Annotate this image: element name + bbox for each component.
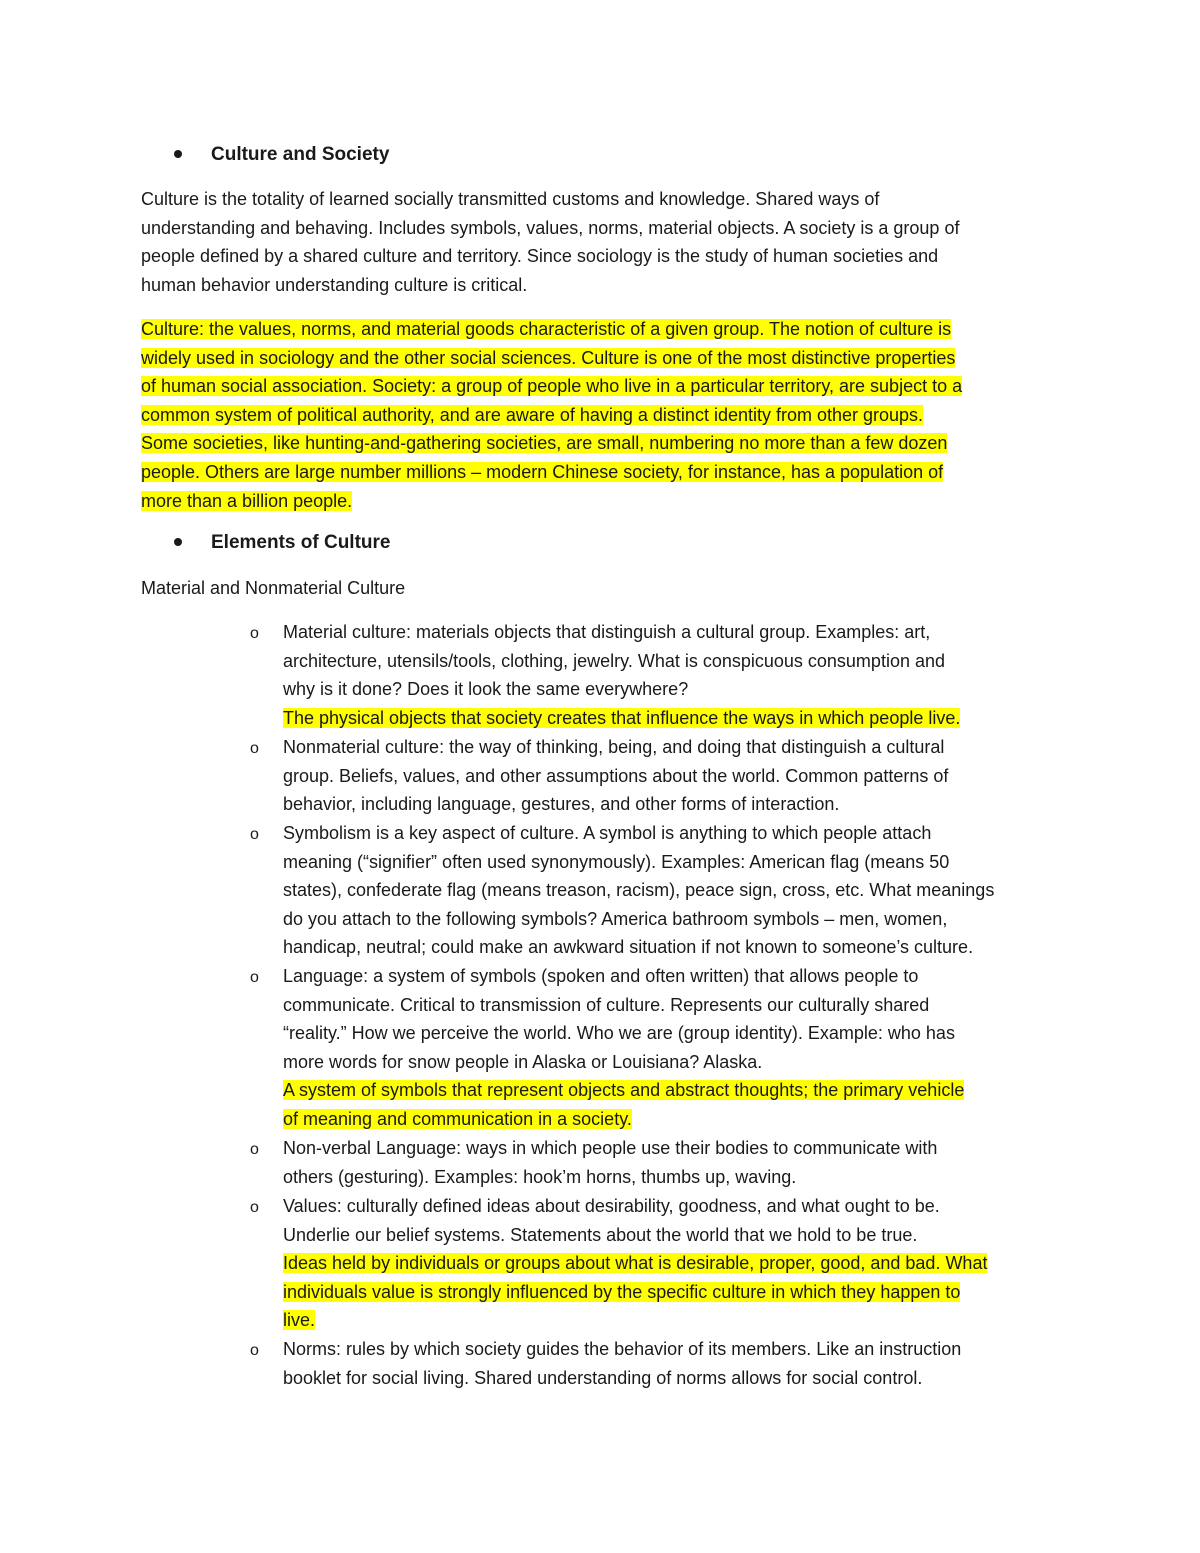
list-item-line: “reality.” How we perceive the world. Who we are (group identity). Example: who has — [283, 1023, 955, 1044]
list-item — [283, 819, 1073, 962]
section-heading-culture-and-society — [174, 141, 389, 169]
list-item-line: do you attach to the following symbols? America bathroom symbols – men, women, — [283, 908, 948, 929]
list-item-line: why is it done? Does it look the same everywhere? — [283, 679, 689, 700]
list-item-highlighted-line: A system of symbols that represent objects and abstract thoughts; the primary vehicle — [283, 1080, 965, 1101]
section-heading-text: Culture and Society — [211, 144, 390, 165]
highlighted-line: common system of political authority, and are aware of having a distinct identity from other groups. — [141, 404, 924, 425]
list-item — [283, 962, 1073, 1134]
highlighted-line: Culture: the values, norms, and material goods characteristic of a given group. The notion of culture is — [141, 319, 952, 339]
highlighted-line: widely used in sociology and the other social sciences. Culture is one of the most distinctive properties — [141, 347, 956, 368]
list-item-line: Language: a system of symbols (spoken and often written) that allows people to — [283, 966, 919, 986]
list-item-line: states), confederate flag (means treason, racism), peace sign, cross, etc. What meanings — [283, 880, 995, 901]
list-item-line: handicap, neutral; could make an awkward situation if not known to someone’s culture. — [283, 937, 974, 958]
paragraph-line: human behavior understanding culture is critical. — [141, 274, 528, 295]
highlighted-paragraph-culture-society — [141, 315, 1061, 515]
list-item — [283, 1134, 1073, 1191]
bullet-icon — [174, 538, 182, 546]
section-heading-text: Elements of Culture — [211, 532, 391, 553]
list-item-line: others (gesturing). Examples: hook’m horns, thumbs up, waving. — [283, 1166, 797, 1187]
bullet-icon — [174, 150, 182, 158]
list-item-line: communicate. Critical to transmission of culture. Represents our culturally shared — [283, 994, 930, 1015]
list-item-highlighted-line: Ideas held by individuals or groups about what is desirable, proper, good, and bad. What — [283, 1253, 988, 1274]
list-item-line: behavior, including language, gestures, and other forms of interaction. — [283, 794, 840, 815]
list-item — [283, 618, 1073, 732]
list-marker-icon: o — [250, 625, 259, 642]
list-item-line: group. Beliefs, values, and other assumptions about the world. Common patterns of — [283, 765, 949, 786]
paragraph-line: understanding and behaving. Includes symbols, values, norms, material objects. A society is a group of — [141, 217, 960, 238]
list-item-line: Material culture: materials objects that distinguish a cultural group. Examples: art, — [283, 622, 931, 642]
list-item-line: Symbolism is a key aspect of culture. A symbol is anything to which people attach — [283, 823, 932, 843]
list-marker-icon: o — [250, 1199, 259, 1216]
list-item-line: architecture, utensils/tools, clothing, jewelry. What is conspicuous consumption and — [283, 650, 945, 671]
list-item-line: Non-verbal Language: ways in which people use their bodies to communicate with — [283, 1138, 938, 1158]
list-marker-icon: o — [250, 740, 259, 757]
list-item-highlighted-line: individuals value is strongly influenced by the specific culture in which they happen to — [283, 1281, 961, 1302]
highlighted-line: people. Others are large number millions – modern Chinese society, for instance, has a population of — [141, 461, 944, 482]
list-item-line: Norms: rules by which society guides the behavior of its members. Like an instruction — [283, 1339, 962, 1359]
list-marker-icon: o — [250, 1141, 259, 1158]
list-item-highlighted-line: The physical objects that society creates that influence the ways in which people live. — [283, 707, 961, 728]
list-marker-icon: o — [250, 1342, 259, 1359]
list-item — [283, 1335, 1073, 1392]
subheading-material-nonmaterial: Material and Nonmaterial Culture — [141, 578, 406, 598]
list-marker-icon: o — [250, 826, 259, 843]
list-item — [283, 733, 1073, 819]
list-item-line: Nonmaterial culture: the way of thinking, being, and doing that distinguish a cultural — [283, 737, 945, 757]
list-item-line: Values: culturally defined ideas about desirability, goodness, and what ought to be. — [283, 1196, 940, 1216]
list-item-line: more words for snow people in Alaska or Louisiana? Alaska. — [283, 1051, 763, 1072]
paragraph-line: Culture is the totality of learned socially transmitted customs and knowledge. Shared ways of — [141, 189, 880, 209]
highlighted-line: Some societies, like hunting-and-gathering societies, are small, numbering no more than a few dozen — [141, 433, 948, 454]
paragraph-culture-definition — [141, 185, 1061, 299]
highlighted-line: of human social association. Society: a group of people who live in a particular territory, are subject to a — [141, 376, 963, 397]
highlighted-line: more than a billion people. — [141, 490, 353, 511]
list-item — [283, 1192, 1073, 1335]
paragraph-line: people defined by a shared culture and territory. Since sociology is the study of human societies and — [141, 246, 939, 267]
list-item-line: Underlie our belief systems. Statements about the world that we hold to be true. — [283, 1224, 918, 1245]
list-item-highlighted-line: live. — [283, 1310, 316, 1331]
section-heading-elements-of-culture — [174, 529, 390, 557]
list-marker-icon: o — [250, 969, 259, 986]
list-item-line: booklet for social living. Shared understanding of norms allows for social control. — [283, 1367, 923, 1388]
list-item-line: meaning (“signifier” often used synonymously). Examples: American flag (means 50 — [283, 851, 950, 872]
list-item-highlighted-line: of meaning and communication in a society. — [283, 1108, 632, 1129]
